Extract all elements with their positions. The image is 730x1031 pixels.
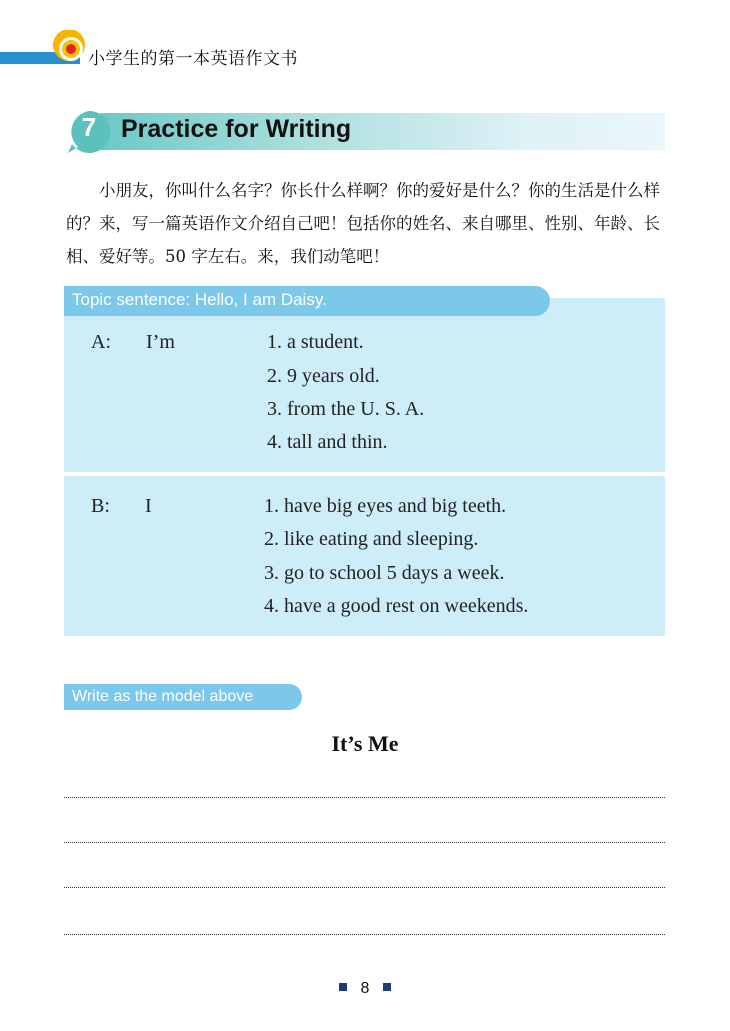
square-bullet-icon	[339, 983, 347, 991]
group-a-label: A:	[91, 331, 111, 353]
group-b-item: 4. have a good rest on weekends.	[264, 595, 529, 617]
page-footer	[0, 980, 730, 998]
group-a-item: 4. tall and thin.	[267, 431, 388, 453]
group-b-label: B:	[91, 495, 110, 517]
composition-title: It’s Me	[331, 731, 399, 756]
group-b-subject: I	[145, 495, 152, 517]
topic-sentence: Topic sentence: Hello, I am Daisy.	[72, 290, 327, 309]
group-a-subject: I’m	[146, 331, 175, 353]
book-title: 小学生的第一本英语作文书	[88, 49, 298, 69]
book-logo-icon	[52, 30, 86, 64]
group-a-item: 3. from the U. S. A.	[267, 398, 425, 420]
group-a-item: 1. a student.	[267, 331, 364, 353]
write-prompt: Write as the model above	[72, 688, 254, 705]
group-a-item: 2. 9 years old.	[267, 365, 380, 387]
page-number: 8	[360, 980, 370, 997]
section-title: Practice for Writing	[121, 115, 352, 143]
writing-line[interactable]	[64, 887, 665, 888]
intro-paragraph: 小朋友，你叫什么名字？你长什么样啊？你的爱好是什么？你的生活是什么样的？来，写一篇英语作文介绍自己吧！包括你的姓名、来自哪里、性别、年龄、长相、爱好等。50 字左右。来，我们动笔吧！	[66, 181, 660, 266]
group-b-item: 1. have big eyes and big teeth.	[264, 495, 507, 517]
writing-line[interactable]	[64, 842, 665, 843]
writing-line[interactable]	[64, 797, 665, 798]
square-bullet-icon	[383, 983, 391, 991]
group-b-item: 2. like eating and sleeping.	[264, 528, 479, 550]
section-number: 7	[81, 112, 97, 142]
group-b-item: 3. go to school 5 days a week.	[264, 562, 505, 584]
writing-line[interactable]	[64, 934, 665, 935]
